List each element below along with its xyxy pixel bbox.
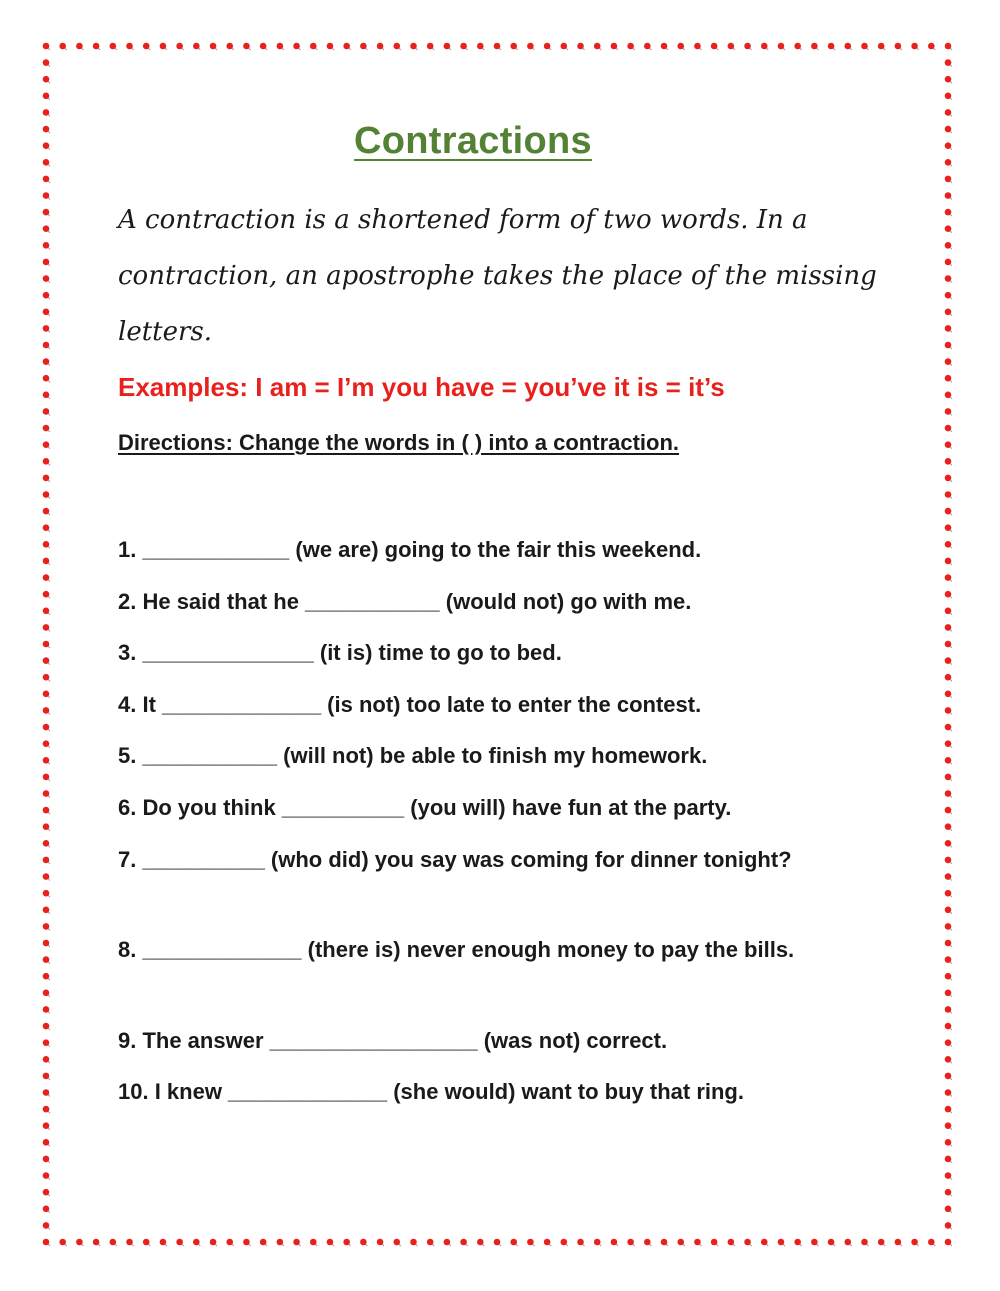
border-dot [811, 43, 818, 50]
border-dot [945, 1006, 952, 1013]
border-dot [43, 1056, 50, 1063]
border-dot [794, 1239, 801, 1246]
border-dot [945, 641, 952, 648]
border-dot [945, 724, 952, 731]
border-dot [143, 1239, 150, 1246]
border-dot [277, 1239, 284, 1246]
border-dot [494, 43, 501, 50]
border-dot [43, 890, 50, 897]
border-dot [43, 458, 50, 465]
border-dot [945, 524, 952, 531]
border-dot [844, 43, 851, 50]
border-dot [43, 740, 50, 747]
border-dot [728, 1239, 735, 1246]
border-dot [945, 392, 952, 399]
border-dot [527, 43, 534, 50]
border-dot [43, 857, 50, 864]
border-dot [160, 43, 167, 50]
border-dot [43, 1089, 50, 1096]
border-dot [945, 873, 952, 880]
border-dot [43, 707, 50, 714]
border-dot [43, 342, 50, 349]
border-dot [160, 1239, 167, 1246]
border-dot [945, 757, 952, 764]
border-dot [43, 1139, 50, 1146]
border-dot [945, 43, 952, 50]
border-dot [43, 1106, 50, 1113]
border-dot [43, 59, 50, 66]
border-dot [611, 43, 618, 50]
border-dot [176, 43, 183, 50]
border-dot [794, 43, 801, 50]
border-dot [945, 425, 952, 432]
border-dot [377, 1239, 384, 1246]
border-dot [43, 1122, 50, 1129]
border-dot [43, 823, 50, 830]
border-dot [945, 1189, 952, 1196]
question-9: 9. The answer _________________ (was not) correct. [118, 1028, 668, 1053]
border-dot [945, 906, 952, 913]
directions-line: Directions: Change the words in ( ) into a contraction. [118, 430, 680, 455]
question-2: 2. He said that he ___________ (would not) go with me. [118, 589, 692, 614]
border-dot [43, 275, 50, 282]
border-dot [828, 43, 835, 50]
border-dot [911, 1239, 918, 1246]
border-dot [945, 691, 952, 698]
border-dot [193, 1239, 200, 1246]
border-dot [945, 1106, 952, 1113]
border-dot [43, 225, 50, 232]
border-dot [43, 441, 50, 448]
border-dot [327, 43, 334, 50]
border-dot [43, 591, 50, 598]
border-dot [43, 43, 50, 50]
border-dot [895, 1239, 902, 1246]
border-dot [343, 43, 350, 50]
border-dot [527, 1239, 534, 1246]
border-dot [728, 43, 735, 50]
border-dot [945, 308, 952, 315]
border-dot [928, 1239, 935, 1246]
border-dot [945, 508, 952, 515]
border-dot [43, 93, 50, 100]
border-dot [43, 923, 50, 930]
border-dot [410, 43, 417, 50]
border-dot [644, 1239, 651, 1246]
border-dot [945, 1023, 952, 1030]
border-dot [43, 873, 50, 880]
border-dot [761, 43, 768, 50]
border-dot [43, 906, 50, 913]
border-dot [43, 807, 50, 814]
border-dot [43, 774, 50, 781]
border-dot [861, 43, 868, 50]
border-dot [43, 641, 50, 648]
border-dot [945, 574, 952, 581]
question-6: 6. Do you think __________ (you will) have fun at the party. [118, 795, 732, 820]
border-dot [945, 491, 952, 498]
border-dot [43, 425, 50, 432]
border-dot [444, 43, 451, 50]
border-dot [310, 43, 317, 50]
border-dot [460, 43, 467, 50]
border-dot [945, 1156, 952, 1163]
border-dot [878, 43, 885, 50]
border-dot [260, 43, 267, 50]
border-dot [43, 574, 50, 581]
border-dot [945, 1205, 952, 1212]
border-dot [945, 807, 952, 814]
border-dot [43, 657, 50, 664]
border-dot [43, 940, 50, 947]
border-dot [43, 1205, 50, 1212]
border-dot [945, 1222, 952, 1229]
border-dot [210, 43, 217, 50]
border-dot [828, 1239, 835, 1246]
border-dot [43, 375, 50, 382]
question-7: 7. __________ (who did) you say was coming for dinner tonight? [118, 847, 792, 872]
border-dot [694, 43, 701, 50]
border-dot [444, 1239, 451, 1246]
border-dot [43, 1172, 50, 1179]
border-dot [945, 591, 952, 598]
border-dot [627, 43, 634, 50]
border-dot [911, 43, 918, 50]
border-dot [43, 624, 50, 631]
border-dot [360, 43, 367, 50]
question-5: 5. ___________ (will not) be able to finish my homework. [118, 743, 708, 768]
border-dot [43, 209, 50, 216]
border-dot [494, 1239, 501, 1246]
border-dot [677, 43, 684, 50]
border-dot [43, 973, 50, 980]
border-dot [43, 292, 50, 299]
border-dot [945, 1089, 952, 1096]
border-dot [260, 1239, 267, 1246]
border-dot [110, 1239, 117, 1246]
border-dot [711, 43, 718, 50]
border-dot [945, 109, 952, 116]
border-dot [778, 1239, 785, 1246]
border-dot [43, 491, 50, 498]
border-dot [945, 707, 952, 714]
border-dot [928, 43, 935, 50]
border-dot [945, 292, 952, 299]
border-dot [594, 43, 601, 50]
border-dot [43, 1006, 50, 1013]
border-dot [43, 840, 50, 847]
border-dot [43, 956, 50, 963]
border-dot [43, 541, 50, 548]
border-dot [945, 940, 952, 947]
border-dot [544, 43, 551, 50]
border-dot [661, 1239, 668, 1246]
border-dot [193, 43, 200, 50]
border-dot [594, 1239, 601, 1246]
border-dot [945, 558, 952, 565]
border-dot [577, 1239, 584, 1246]
border-dot [945, 990, 952, 997]
border-dot [143, 43, 150, 50]
border-dot [293, 1239, 300, 1246]
border-dot [945, 890, 952, 897]
border-dot [43, 508, 50, 515]
border-dot [310, 1239, 317, 1246]
border-dot [93, 1239, 100, 1246]
border-dot [393, 43, 400, 50]
border-dot [945, 475, 952, 482]
border-dot [43, 607, 50, 614]
border-dot [43, 724, 50, 731]
border-dot [778, 43, 785, 50]
border-dot [945, 657, 952, 664]
border-dot [43, 325, 50, 332]
border-dot [945, 275, 952, 282]
border-dot [43, 1239, 50, 1246]
border-dot [945, 242, 952, 249]
border-dot [945, 923, 952, 930]
border-dot [343, 1239, 350, 1246]
border-dot [945, 674, 952, 681]
border-dot [945, 458, 952, 465]
question-4: 4. It _____________ (is not) too late to enter the contest. [118, 692, 702, 717]
border-dot [43, 1023, 50, 1030]
question-1: 1. ____________ (we are) going to the fair this weekend. [118, 537, 702, 562]
border-dot [945, 375, 952, 382]
border-dot [43, 475, 50, 482]
border-dot [293, 43, 300, 50]
border-dot [43, 308, 50, 315]
border-dot [59, 43, 66, 50]
border-dot [477, 1239, 484, 1246]
question-10: 10. I knew _____________ (she would) want to buy that ring. [118, 1079, 744, 1104]
border-dot [694, 1239, 701, 1246]
border-dot [360, 1239, 367, 1246]
border-dot [43, 358, 50, 365]
border-dot [477, 43, 484, 50]
border-dot [176, 1239, 183, 1246]
border-dot [945, 624, 952, 631]
border-dot [43, 757, 50, 764]
border-dot [226, 43, 233, 50]
border-dot [945, 840, 952, 847]
border-dot [43, 790, 50, 797]
worksheet-title: Contractions [354, 120, 592, 162]
border-dot [945, 857, 952, 864]
border-dot [945, 607, 952, 614]
border-dot [945, 176, 952, 183]
border-dot [561, 43, 568, 50]
border-dot [744, 43, 751, 50]
border-dot [945, 973, 952, 980]
examples-line: Examples: I am = I’m you have = you’ve it is = it’s [118, 372, 725, 402]
border-dot [878, 1239, 885, 1246]
border-dot [377, 43, 384, 50]
border-dot [945, 1122, 952, 1129]
border-dot [561, 1239, 568, 1246]
border-dot [427, 1239, 434, 1246]
border-dot [945, 325, 952, 332]
border-dot [945, 76, 952, 83]
border-dot [76, 43, 83, 50]
border-dot [126, 43, 133, 50]
border-dot [661, 43, 668, 50]
border-dot [59, 1239, 66, 1246]
border-dot [627, 1239, 634, 1246]
border-dot [945, 1239, 952, 1246]
border-dot [427, 43, 434, 50]
border-dot [945, 209, 952, 216]
border-dot [945, 93, 952, 100]
border-dot [577, 43, 584, 50]
question-8: 8. _____________ (there is) never enough money to pay the bills. [118, 937, 795, 962]
border-dot [43, 259, 50, 266]
border-dot [711, 1239, 718, 1246]
border-dot [410, 1239, 417, 1246]
border-dot [945, 358, 952, 365]
border-dot [93, 43, 100, 50]
border-dot [861, 1239, 868, 1246]
border-dot [945, 774, 952, 781]
border-dot [43, 990, 50, 997]
border-dot [945, 259, 952, 266]
border-dot [945, 342, 952, 349]
border-dot [945, 1056, 952, 1063]
border-dot [76, 1239, 83, 1246]
border-dot [43, 1189, 50, 1196]
border-dot [945, 823, 952, 830]
border-dot [43, 1039, 50, 1046]
border-dot [945, 1073, 952, 1080]
border-dot [945, 59, 952, 66]
border-dot [510, 43, 517, 50]
border-dot [43, 1073, 50, 1080]
border-dot [210, 1239, 217, 1246]
border-dot [43, 109, 50, 116]
border-dot [945, 541, 952, 548]
intro-paragraph: A contraction is a shortened form of two words. In a contraction, an apostrophe takes the place of the missing letters. [118, 205, 877, 347]
border-dot [243, 43, 250, 50]
border-dot [945, 956, 952, 963]
border-dot [43, 558, 50, 565]
border-dot [243, 1239, 250, 1246]
border-dot [611, 1239, 618, 1246]
border-dot [460, 1239, 467, 1246]
border-dot [43, 192, 50, 199]
border-dot [110, 43, 117, 50]
border-dot [43, 392, 50, 399]
border-dot [43, 691, 50, 698]
border-dot [544, 1239, 551, 1246]
border-dot [895, 43, 902, 50]
border-dot [43, 242, 50, 249]
border-dot [644, 43, 651, 50]
border-dot [945, 192, 952, 199]
border-dot [945, 225, 952, 232]
border-dot [43, 176, 50, 183]
border-dot [945, 441, 952, 448]
border-dot [327, 1239, 334, 1246]
border-dot [945, 1039, 952, 1046]
border-dot [510, 1239, 517, 1246]
border-dot [393, 1239, 400, 1246]
border-dot [945, 408, 952, 415]
border-dot [744, 1239, 751, 1246]
border-dot [811, 1239, 818, 1246]
border-dot [945, 1139, 952, 1146]
border-dot [945, 790, 952, 797]
border-dot [43, 1156, 50, 1163]
border-dot [43, 76, 50, 83]
border-dot [226, 1239, 233, 1246]
border-dot [43, 524, 50, 531]
question-3: 3. ______________ (it is) time to go to bed. [118, 640, 562, 665]
border-dot [277, 43, 284, 50]
border-dot [43, 674, 50, 681]
border-dot [43, 408, 50, 415]
border-dot [945, 1172, 952, 1179]
border-dot [43, 1222, 50, 1229]
border-dot [844, 1239, 851, 1246]
border-dot [945, 740, 952, 747]
border-dot [761, 1239, 768, 1246]
border-dot [126, 1239, 133, 1246]
border-dot [677, 1239, 684, 1246]
